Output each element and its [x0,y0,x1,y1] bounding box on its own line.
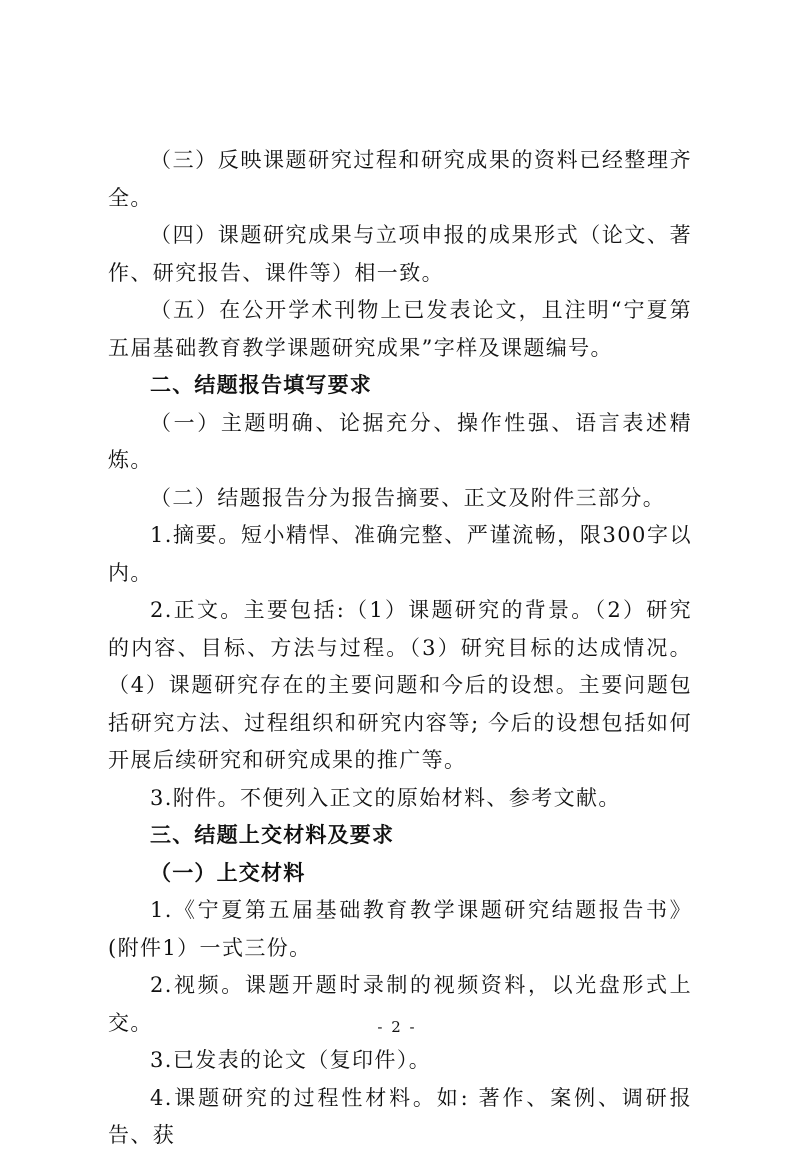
paragraph-material-2: 2.视频。课题开题时录制的视频资料，以光盘形式上交。 [108,973,692,1035]
paragraph-3: （三）反映课题研究过程和研究成果的资料已经整理齐全。 [108,148,692,210]
document-body [108,142,692,1155]
paragraph-2-2: （二）结题报告分为报告摘要、正文及附件三部分。 [150,485,666,510]
section-heading-3: 三、结题上交材料及要求 [150,823,395,847]
section-heading-2: 二、结题报告填写要求 [150,373,372,397]
paragraph-5: （五）在公开学术刊物上已发表论文，且注明“宁夏第五届基础教育教学课题研究成果”字样及课题编号。 [108,298,692,360]
paragraph-material-4: 4.课题研究的过程性材料。如: 著作、案例、调研报告、获 [108,1085,692,1147]
paragraph-material-3: 3.已发表的论文（复印件）。 [150,1048,432,1072]
paragraph-material-1: 1.《宁夏第五届基础教育教学课题研究结题报告书》(附件1）一式三份。 [108,898,692,960]
paragraph-main-text: 2.正文。主要包括:（1）课题研究的背景。（2）研究的内容、目标、方法与过程。（3）研究目标的达成情况。（4）课题研究存在的主要问题和今后的设想。主要问题包括研究方法、过程组织和研究内容等; 今后的设想包括如何开展后续研究和研究成果的推广等。 [108,598,692,772]
paragraph-2-1: （一）主题明确、论据充分、操作性强、语言表述精炼。 [108,410,692,472]
page-number: - 2 - [377,1018,417,1036]
subsection-heading-materials: （一）上交材料 [150,860,306,885]
paragraph-attachments: 3.附件。不便列入正文的原始材料、参考文献。 [150,785,621,810]
paragraph-abstract: 1.摘要。短小精悍、准确完整、严谨流畅，限300字以内。 [108,523,692,585]
paragraph-4: （四）课题研究成果与立项申报的成果形式（论文、著作、研究报告、课件等）相一致。 [108,223,692,285]
